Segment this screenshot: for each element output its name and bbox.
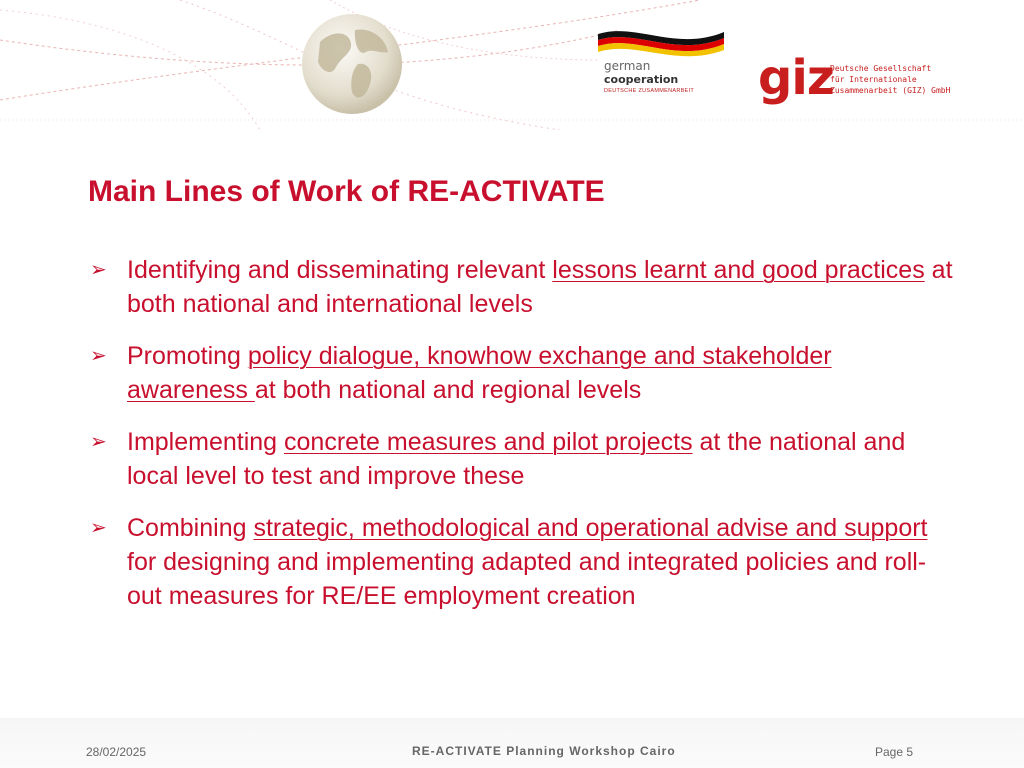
bullet-text: Identifying and disseminating relevant <box>127 256 553 284</box>
arrow-bullet-icon: ➢ <box>90 345 107 367</box>
giz-name-line-2: für Internationale <box>830 75 917 84</box>
footer-event-title: RE-ACTIVATE Planning Workshop Cairo <box>412 744 676 758</box>
arrow-bullet-icon: ➢ <box>90 517 107 539</box>
deutsche-zusammenarbeit-text: DEUTSCHE ZUSAMMENARBEIT <box>604 88 695 94</box>
german-text: german <box>604 59 651 73</box>
german-cooperation-logo <box>596 22 726 100</box>
giz-logo: giz <box>758 50 834 106</box>
bullet-text: Implementing <box>127 428 285 456</box>
bullet-link[interactable]: concrete measures and pilot projects <box>284 428 693 456</box>
bullet-item <box>88 253 958 321</box>
giz-name-line-1: Deutsche Gesellschaft <box>830 64 932 73</box>
footer-band <box>0 718 1024 768</box>
bullet-list <box>88 253 958 631</box>
page-number: Page 5 <box>875 745 914 759</box>
slide-title: Main Lines of Work of RE-ACTIVATE <box>88 175 605 208</box>
bullet-link[interactable]: policy dialogue, knowhow exchange and stakeholder awareness <box>127 342 832 404</box>
arrow-bullet-icon: ➢ <box>90 431 107 453</box>
bullet-text: Combining <box>127 514 254 542</box>
bullet-item <box>88 339 958 407</box>
bullet-text: at both national and regional levels <box>254 376 642 404</box>
bullet-text: at the national and local level to test and improve these <box>127 428 906 490</box>
giz-name-block <box>830 63 1010 96</box>
bullet-text: at both national and international levels <box>127 256 953 318</box>
giz-name-line-3: Zusammenarbeit (GIZ) GmbH <box>830 86 951 95</box>
bullet-item <box>88 425 958 493</box>
bullet-link[interactable]: strategic, methodological and operational advise and support <box>253 514 928 542</box>
cooperation-text: cooperation <box>604 73 679 86</box>
german-flag-icon <box>596 22 726 62</box>
globe-icon <box>300 12 404 116</box>
bullet-item <box>88 511 958 613</box>
footer-date: 28/02/2025 <box>86 745 147 759</box>
bullet-text: Promoting <box>127 342 248 370</box>
bullet-link[interactable]: lessons learnt and good practices <box>552 256 925 284</box>
bullet-text: for designing and implementing adapted and integrated policies and roll-out measures for RE/EE employment creation <box>127 548 927 610</box>
arrow-bullet-icon: ➢ <box>90 259 107 281</box>
